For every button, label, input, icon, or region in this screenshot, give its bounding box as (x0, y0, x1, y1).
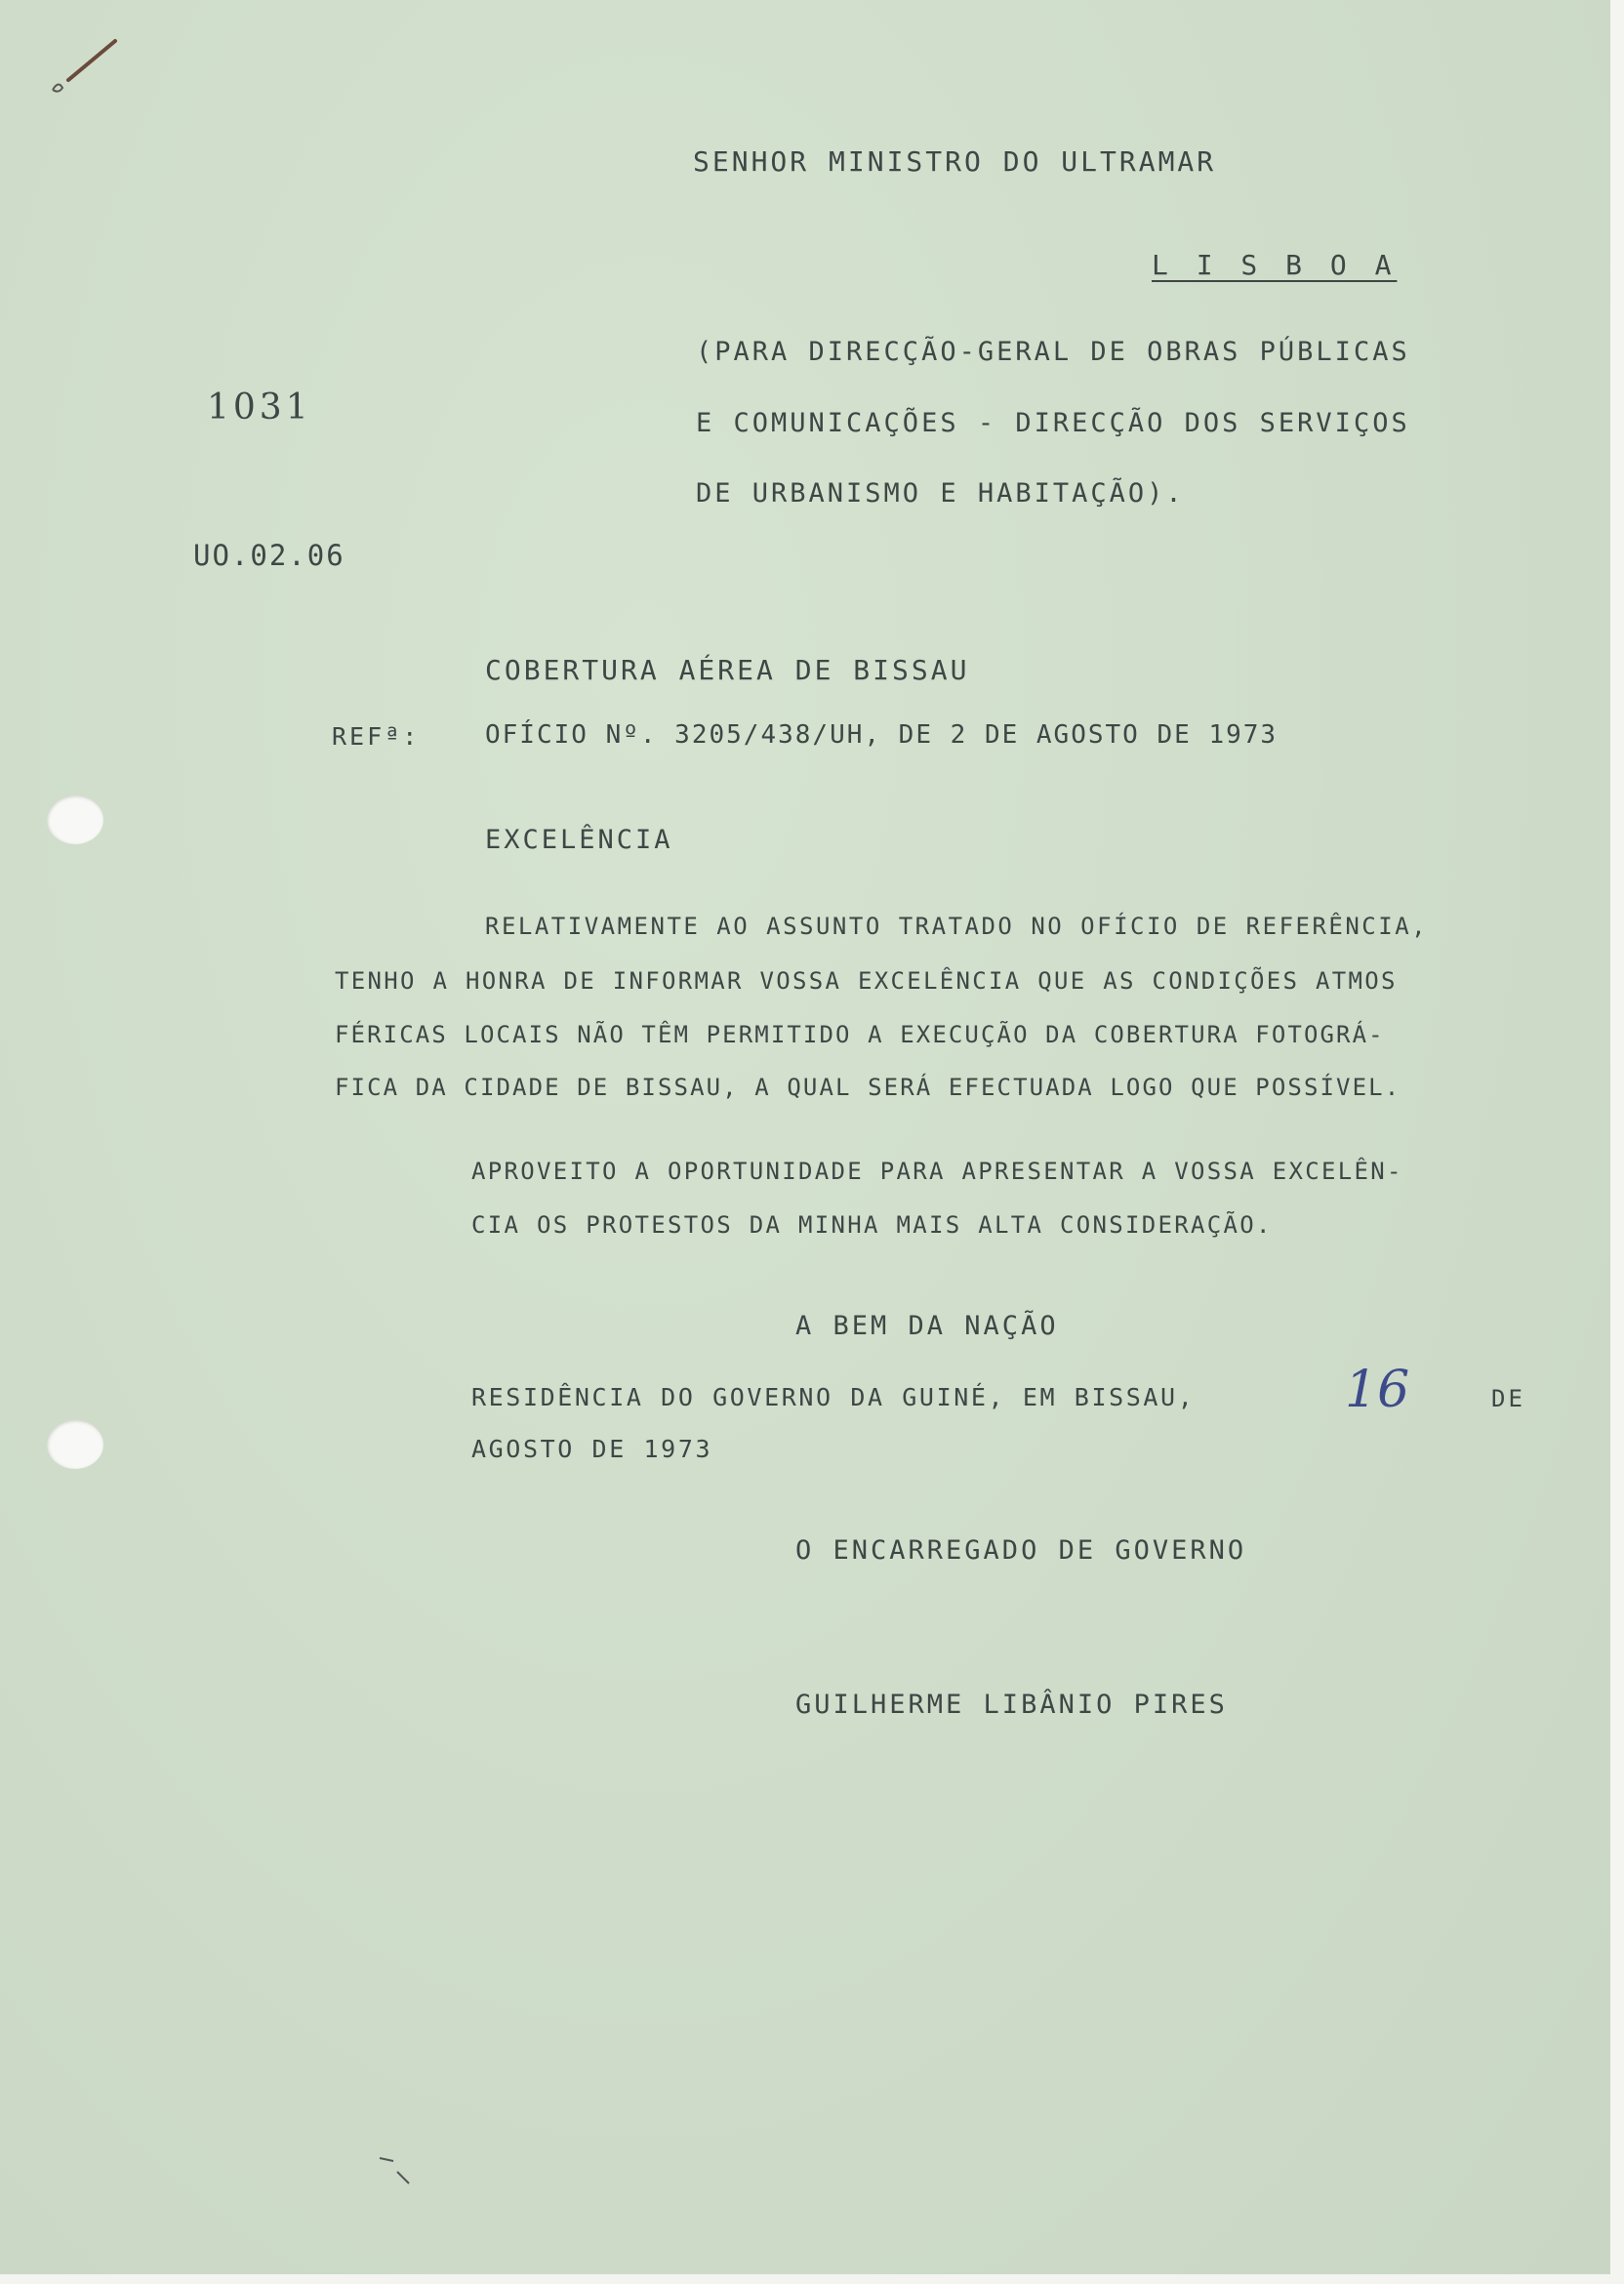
reference-label: REFª: (332, 722, 421, 751)
routing-line-2: E COMUNICAÇÕES - DIRECÇÃO DOS SERVIÇOS (696, 408, 1410, 438)
paragraph1-line-4: FICA DA CIDADE DE BISSAU, A QUAL SERÁ EFECTUADA LOGO QUE POSSÍVEL. (335, 1074, 1401, 1101)
file-code: UO.02.06 (193, 539, 345, 572)
addressee: SENHOR MINISTRO DO ULTRAMAR (693, 145, 1217, 178)
motto: A BEM DA NAÇÃO (795, 1311, 1059, 1341)
paragraph1-line-2: TENHO A HONRA DE INFORMAR VOSSA EXCELÊNCIA QUE AS CONDIÇÕES ATMOS (335, 967, 1398, 995)
document-number: 1031 (207, 387, 312, 428)
routing-line-3: DE URBANISMO E HABITAÇÃO). (696, 478, 1185, 509)
handwritten-day: 16 (1345, 1361, 1410, 1419)
paragraph2-line-1: APROVEITO A OPORTUNIDADE PARA APRESENTAR A VOSSA EXCELÊN- (471, 1158, 1403, 1185)
paragraph1-line-3: FÉRICAS LOCAIS NÃO TÊM PERMITIDO A EXECUÇÃO DA COBERTURA FOTOGRÁ- (335, 1021, 1385, 1048)
subject: COBERTURA AÉREA DE BISSAU (485, 654, 970, 686)
paragraph2-line-2: CIA OS PROTESTOS DA MINHA MAIS ALTA CONSIDERAÇÃO. (471, 1211, 1273, 1239)
date-line-2: AGOSTO DE 1973 (471, 1435, 713, 1463)
signer-name: GUILHERME LIBÂNIO PIRES (795, 1690, 1228, 1720)
routing-line-1: (PARA DIRECÇÃO-GERAL DE OBRAS PÚBLICAS (696, 337, 1410, 367)
page-edge-bottom (0, 2274, 1624, 2284)
signer-title: O ENCARREGADO DE GOVERNO (795, 1535, 1247, 1566)
pencil-mark-icon (39, 29, 127, 98)
page-edge-right (1610, 0, 1624, 2284)
place-line: RESIDÊNCIA DO GOVERNO DA GUINÉ, EM BISSAU, (471, 1383, 1196, 1411)
paragraph1-line-1: RELATIVAMENTE AO ASSUNTO TRATADO NO OFÍCIO DE REFERÊNCIA, (485, 913, 1429, 940)
salutation: EXCELÊNCIA (485, 825, 673, 855)
punch-hole-top (47, 795, 103, 844)
pencil-tick-icon (376, 2152, 434, 2191)
reference-text: OFÍCIO Nº. 3205/438/UH, DE 2 DE AGOSTO DE 1973 (485, 720, 1279, 750)
city: L I S B O A (1152, 249, 1398, 281)
date-de: DE (1491, 1385, 1525, 1412)
punch-hole-bottom (47, 1420, 103, 1469)
